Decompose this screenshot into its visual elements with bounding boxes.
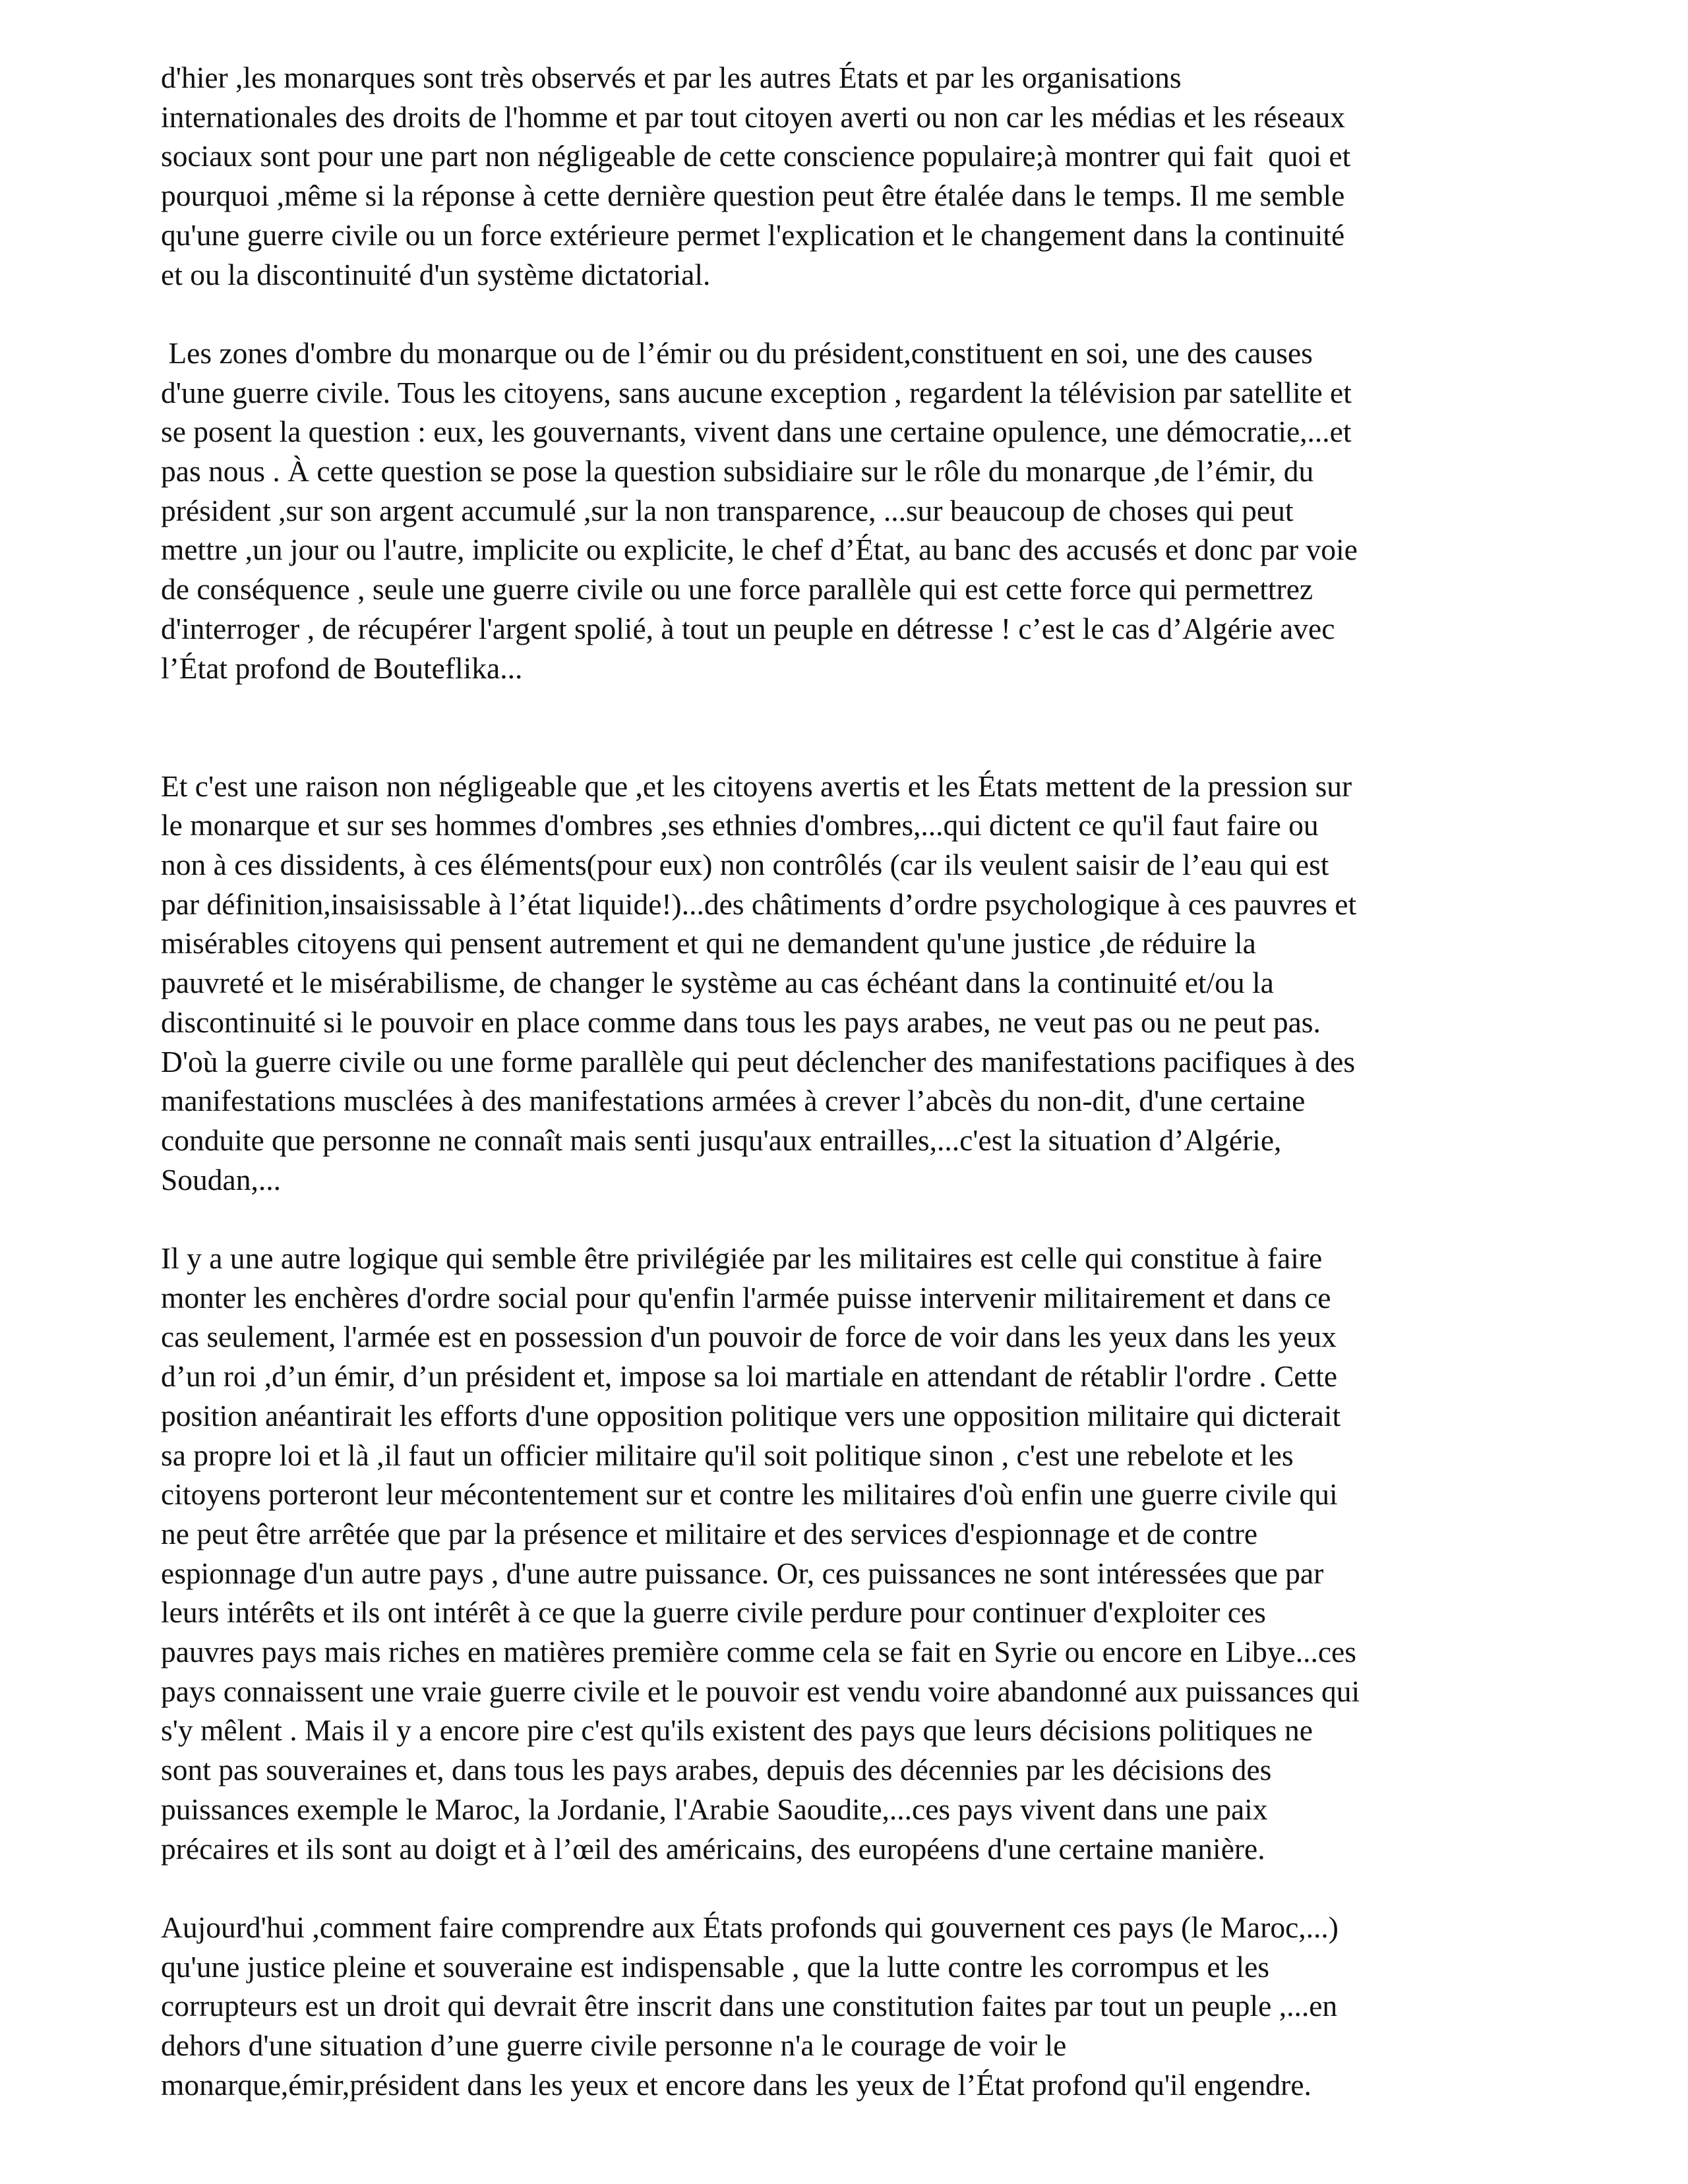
text-line: Il y a une autre logique qui semble être privilégiée par les militaires est celle qui constitue à faire	[161, 1241, 1323, 1276]
text-line: D'où la guerre civile ou une forme parallèle qui peut déclencher des manifestations pacifiques à des	[161, 1044, 1356, 1078]
text-line: d’un roi ,d’un émir, d’un président et, impose sa loi martiale en attendant de rétablir l'ordre . Cette	[161, 1359, 1338, 1394]
text-line: discontinuité si le pouvoir en place comme dans tous les pays arabes, ne veut pas ou ne peut pas.	[161, 1005, 1321, 1039]
text-line: par définition,insaisissable à l’état liquide!)...des châtiments d’ordre psychologique à ces pauvres et	[161, 887, 1357, 921]
text-line: dehors d'une situation d’une guerre civile personne n'a le courage de voir le	[161, 2028, 1067, 2063]
paragraph-spacer	[161, 688, 1546, 766]
text-line: espionnage d'un autre pays , d'une autre puissance. Or, ces puissances ne sont intéressées que par	[161, 1556, 1324, 1590]
text-line: pourquoi ,même si la réponse à cette dernière question peut être étalée dans le temps. Il me semble	[161, 179, 1345, 213]
text-line: pas nous . À cette question se pose la question subsidiaire sur le rôle du monarque ,de l’émir, du	[161, 454, 1314, 488]
text-line: s'y mêlent . Mais il y a encore pire c'est qu'ils existent des pays que leurs décisions politiques ne	[161, 1713, 1313, 1748]
text-line: pauvreté et le misérabilisme, de changer le système au cas échéant dans la continuité et/ou la	[161, 966, 1274, 1000]
text-line: internationales des droits de l'homme et par tout citoyen averti ou non car les médias et les réseaux	[161, 100, 1346, 134]
text-line: manifestations musclées à des manifestations armées à crever l’abcès du non-dit, d'une certaine	[161, 1084, 1306, 1118]
text-line: sont pas souveraines et, dans tous les pays arabes, depuis des décennies par les décisions des	[161, 1753, 1272, 1787]
text-line: de conséquence , seule une guerre civile ou une force parallèle qui est cette force qui permettrez	[161, 572, 1313, 606]
text-line: ne peut être arrêtée que par la présence et militaire et des services d'espionnage et de contre	[161, 1516, 1258, 1550]
text-line: Les zones d'ombre du monarque ou de l’émir ou du président,constituent en soi, une des causes	[161, 336, 1313, 370]
text-line: conduite que personne ne connaît mais senti jusqu'aux entrailles,...c'est la situation d’Algérie,	[161, 1123, 1282, 1157]
text-line: le monarque et sur ses hommes d'ombres ,ses ethnies d'ombres,...qui dictent ce qu'il faut faire ou	[161, 808, 1319, 842]
text-line: misérables citoyens qui pensent autrement et qui ne demandent qu'une justice ,de réduire la	[161, 926, 1256, 960]
paragraph-2	[161, 334, 1546, 688]
paragraph-4	[161, 1239, 1546, 1868]
text-line: président ,sur son argent accumulé ,sur la non transparence, ...sur beaucoup de choses qui peut	[161, 493, 1294, 527]
text-line: monarque,émir,président dans les yeux et encore dans les yeux de l’État profond qu'il engendre.	[161, 2067, 1311, 2102]
text-line: position anéantirait les efforts d'une opposition politique vers une opposition militaire qui dicterait	[161, 1398, 1341, 1432]
text-line: citoyens porteront leur mécontentement sur et contre les militaires d'où enfin une guerre civile qui	[161, 1477, 1338, 1512]
text-line: mettre ,un jour ou l'autre, implicite ou explicite, le chef d’État, au banc des accusés et donc par voie	[161, 533, 1358, 567]
text-line: pays connaissent une vraie guerre civile et le pouvoir est vendu voire abandonné aux puissances qui	[161, 1674, 1360, 1708]
text-line: se posent la question : eux, les gouvernants, vivent dans une certaine opulence, une démocratie,...et	[161, 415, 1352, 449]
text-line: Soudan,...	[161, 1162, 281, 1196]
text-line: Aujourd'hui ,comment faire comprendre aux États profonds qui gouvernent ces pays (le Maroc,...)	[161, 1910, 1339, 1944]
text-line: leurs intérêts et ils ont intérêt à ce que la guerre civile perdure pour continuer d'exploiter ces	[161, 1595, 1266, 1630]
text-line: puissances exemple le Maroc, la Jordanie, l'Arabie Saoudite,...ces pays vivent dans une paix	[161, 1792, 1268, 1826]
text-line: précaires et ils sont au doigt et à l’œil des américains, des européens d'une certaine manière.	[161, 1831, 1265, 1866]
text-line: Et c'est une raison non négligeable que ,et les citoyens avertis et les États mettent de la pression sur	[161, 769, 1352, 803]
text-line: l’État profond de Bouteflika...	[161, 651, 523, 685]
text-line: monter les enchères d'ordre social pour qu'enfin l'armée puisse intervenir militairement et dans ce	[161, 1280, 1331, 1314]
paragraph-3	[161, 767, 1546, 1200]
paragraph-spacer	[161, 294, 1546, 334]
text-line: d'interroger , de récupérer l'argent spolié, à tout un peuple en détresse ! c’est le cas d’Algérie avec	[161, 611, 1335, 645]
text-line: corrupteurs est un droit qui devrait être inscrit dans une constitution faites par tout un peuple ,...en	[161, 1989, 1338, 2023]
document-page	[161, 58, 1546, 2105]
text-line: non à ces dissidents, à ces éléments(pour eux) non contrôlés (car ils veulent saisir de l’eau qui est	[161, 848, 1329, 882]
text-line: qu'une justice pleine et souveraine est indispensable , que la lutte contre les corrompus et les	[161, 1949, 1270, 1984]
paragraph-spacer	[161, 1199, 1546, 1239]
paragraph-5	[161, 1908, 1546, 2105]
text-line: sa propre loi et là ,il faut un officier militaire qu'il soit politique sinon , c'est une rebelote et les	[161, 1438, 1294, 1472]
text-line: d'hier ,les monarques sont très observés et par les autres États et par les organisations	[161, 61, 1182, 94]
paragraph-spacer	[161, 1868, 1546, 1908]
paragraph-1	[161, 58, 1546, 294]
text-line: qu'une guerre civile ou un force extérieure permet l'explication et le changement dans la continuité	[161, 218, 1345, 252]
text-line: cas seulement, l'armée est en possession d'un pouvoir de force de voir dans les yeux dans les yeux	[161, 1320, 1337, 1354]
text-line: d'une guerre civile. Tous les citoyens, sans aucune exception , regardent la télévision par satellite et	[161, 375, 1352, 409]
text-line: sociaux sont pour une part non négligeable de cette conscience populaire;à montrer qui fait quoi et	[161, 139, 1351, 173]
text-line: pauvres pays mais riches en matières première comme cela se fait en Syrie ou encore en Libye...ces	[161, 1635, 1356, 1669]
text-line: et ou la discontinuité d'un système dictatorial.	[161, 257, 711, 291]
